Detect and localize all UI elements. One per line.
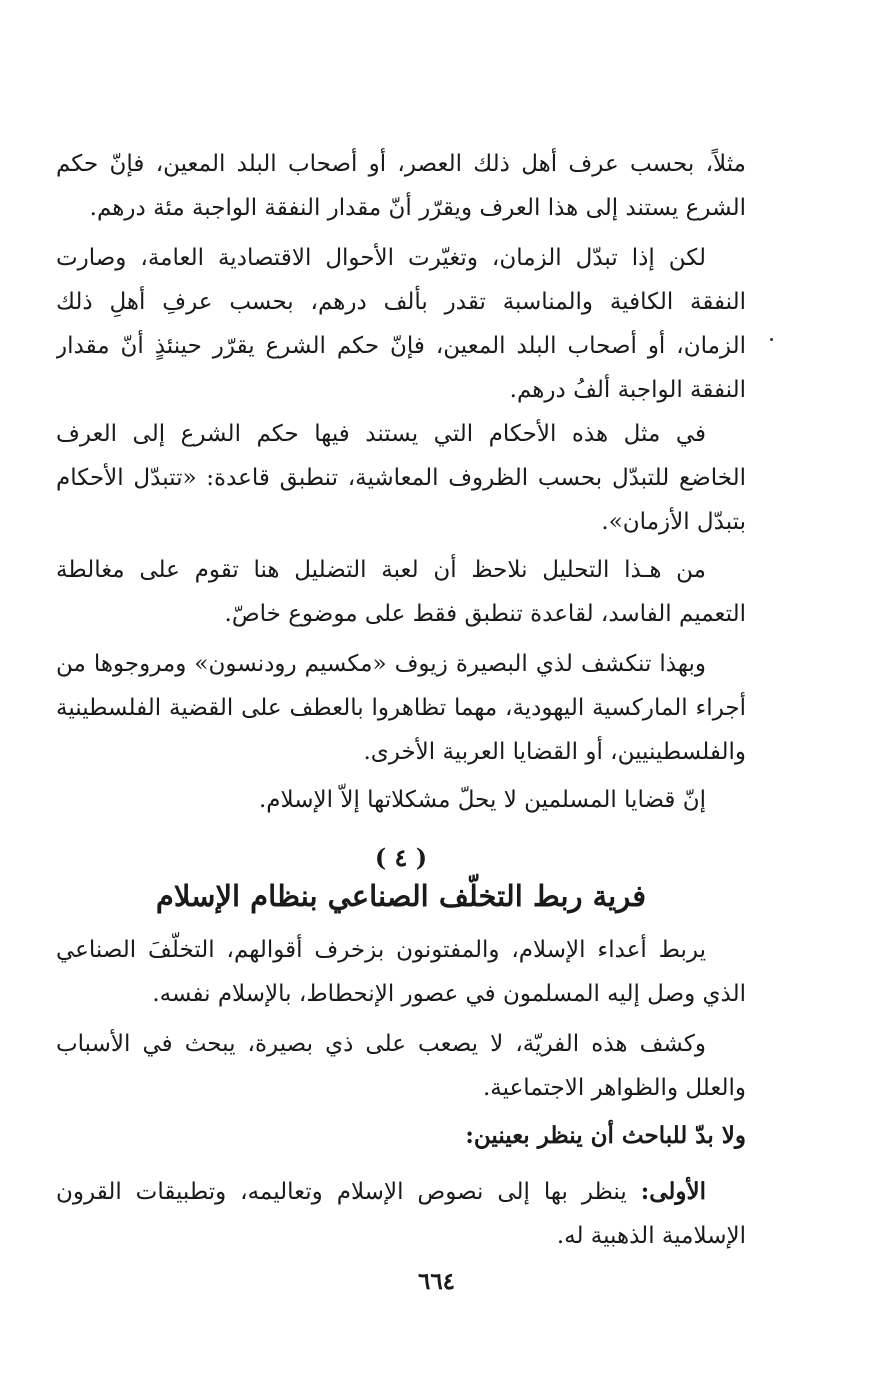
paragraph-5 xyxy=(56,642,746,774)
section-paragraph-4 xyxy=(56,1170,746,1258)
paragraph-3 xyxy=(56,412,746,544)
paragraph-line-text: ينظر بها إلى نصوص الإسلام وتعاليمه، وتطبيقات القرون xyxy=(56,1179,641,1205)
paragraph-line: النفقة الكافية والمناسبة تقدر بألف درهم، بحسب عرفِ أهلِ ذلك xyxy=(56,289,746,315)
paragraph-line: الإسلامية الذهبية له. xyxy=(556,1223,746,1249)
paragraph-line: يربط أعداء الإسلام، والمفتونون بزخرف أقوالهم، التخلّفَ الصناعي xyxy=(56,937,707,963)
paragraph-line: الخاضع للتبدّل بحسب الظروف المعاشية، تنطبق قاعدة: «تتبدّل الأحكام xyxy=(56,465,746,491)
paragraph-2 xyxy=(56,236,746,412)
section-number: ( ٤ ) xyxy=(374,843,428,872)
paragraph-line: مثلاً، بحسب عرف أهل ذلك العصر، أو أصحاب البلد المعين، فإنّ حكم xyxy=(56,151,746,177)
paragraph-line: والفلسطينيين، أو القضايا العربية الأخرى. xyxy=(363,739,746,765)
paragraph-line: أجراء الماركسية اليهودية، مهما تظاهروا بالعطف على القضية الفلسطينية xyxy=(56,695,746,721)
paragraph-line: الزمان، أو أصحاب البلد المعين، فإنّ حكم الشرع يقرّر حينئذٍ أنّ مقدار xyxy=(56,333,746,359)
paragraph-1 xyxy=(56,142,746,230)
paragraph-lead-term: الأولى: xyxy=(640,1178,706,1205)
paragraph-line: وكشف هذه الفريّة، لا يصعب على ذي بصيرة، يبحث في الأسباب xyxy=(56,1031,706,1057)
paragraph-line: بتبدّل الأزمان». xyxy=(601,509,746,535)
paragraph-line: وبهذا تنكشف لذي البصيرة زيوف «مكسيم رودنسون» ومروجوها من xyxy=(56,651,706,677)
paragraph-line: في مثل هذه الأحكام التي يستند فيها حكم الشرع إلى العرف xyxy=(56,421,706,447)
section-title: فرية ربط التخلّف الصناعي بنظام الإسلام xyxy=(155,879,647,913)
paragraph-6 xyxy=(56,778,746,822)
paragraph-line: ولا بدّ للباحث أن ينظر بعينين: xyxy=(465,1122,746,1149)
paragraph-line: لكن إذا تبدّل الزمان، وتغيّرت الأحوال الاقتصادية العامة، وصارت xyxy=(56,245,706,271)
paragraph-line: والعلل والظواهر الاجتماعية. xyxy=(483,1075,746,1101)
paragraph-line: من هـذا التحليل نلاحظ أن لعبة التضليل هنا تقوم على مغالطة xyxy=(56,557,706,583)
paragraph-line: التعميم الفاسد، لقاعدة تنطبق فقط على موضوع خاصّ. xyxy=(224,601,746,627)
margin-mark xyxy=(770,338,773,341)
paragraph-line: إنّ قضايا المسلمين لا يحلّ مشكلاتها إلاّ الإسلام. xyxy=(258,787,706,813)
section-paragraph-1 xyxy=(56,928,746,1016)
paragraph-line: الذي وصل إليه المسلمون في عصور الإنحطاط، بالإسلام نفسه. xyxy=(152,981,746,1007)
paragraph-line: الشرع يستند إلى هذا العرف ويقرّر أنّ مقدار النفقة الواجبة مئة درهم. xyxy=(89,195,746,221)
paragraph-line xyxy=(56,1170,746,1214)
section-paragraph-2 xyxy=(56,1022,746,1110)
page-number: ٦٦٤ xyxy=(417,1268,456,1295)
section-paragraph-3 xyxy=(56,1114,746,1158)
paragraph-line: النفقة الواجبة ألفُ درهم. xyxy=(509,377,746,403)
paragraph-4 xyxy=(56,548,746,636)
